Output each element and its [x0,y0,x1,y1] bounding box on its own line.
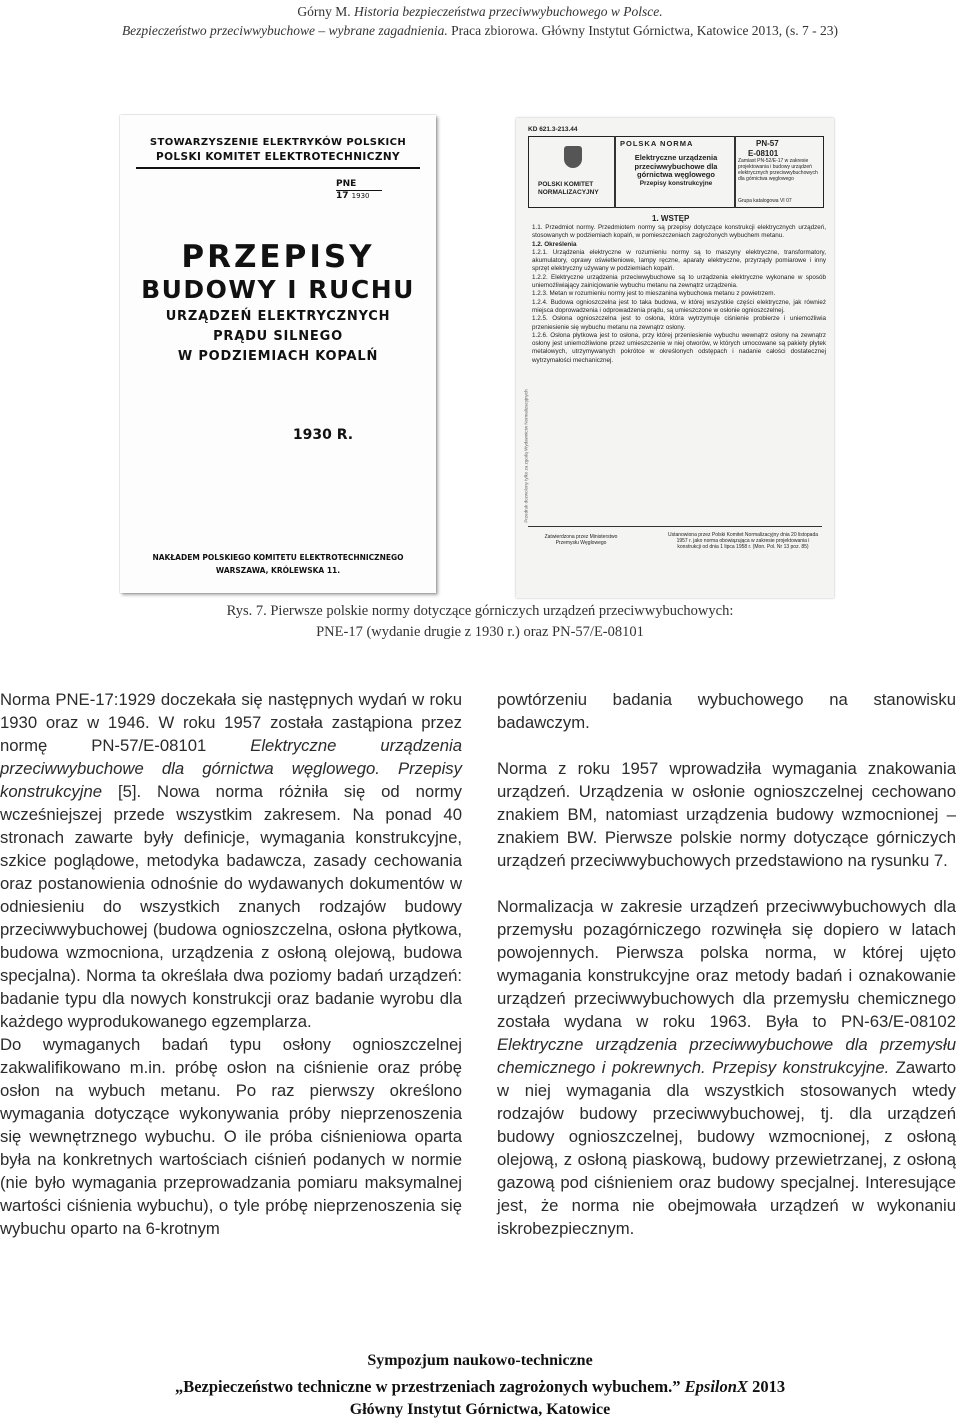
norm-1963-title-italic: Elektryczne urządzenia przeciwwybuchowe dla przemysłu chemicznego i pokrewnych. Przepisy konstrukcyjne. [497,1035,956,1077]
footer-event-title: „Bezpieczeństwo techniczne w przestrzeniach zagrożonych wybuchem.” EpsilonX 2013 [174,1377,786,1396]
eagle-emblem-icon [564,146,582,168]
doc-polska-norma: POLSKA NORMA [620,139,694,148]
header-citation-line1: Górny M. Historia bezpieczeństwa przeciwwybuchowego w Polsce. [297,4,663,19]
page-header [0,2,960,40]
cover-org-line1: STOWARZYSZENIE ELEKTRYKÓW POLSKICH [149,137,407,148]
cover-title-line1: PRZEPISY [181,239,375,275]
cover-rule [136,167,420,169]
doc-section-title: 1. WSTĘP [652,214,690,223]
footer-symposium: Sympozjum naukowo-techniczne [367,1352,593,1369]
doc-norm-code: PN-57 [756,139,779,148]
doc-side-note: Przedruk dozwolony tylko za zgodą Wydawnictw Normalizacyjnych [523,389,529,523]
cover-title-line4: PRĄDU SILNEGO [213,329,343,344]
figure-pn57-page [516,118,834,598]
header-citation-line2: Bezpieczeństwo przeciwwybuchowe – wybrane zagadnienia. Praca zbiorowa. Główny Instytut Górnictwa, Katowice 2013, (s. 7 - 23) [121,23,839,38]
cover-publisher-line1: NAKŁADEM POLSKIEGO KOMITETU ELEKTROTECHNICZNEGO [152,553,404,562]
header-book-title: Historia bezpieczeństwa przeciwwybuchowego w Polsce. [354,4,663,19]
header-volume-title: Bezpieczeństwo przeciwwybuchowe – wybrane zagadnienia. [121,23,448,38]
right-paragraph-1: powtórzeniu badania wybuchowego na stanowisku badawczym. [497,690,956,732]
doc-org-line2: NORMALIZACYJNY [538,189,599,196]
doc-replaces-note: Zamiast PN-52/E-17 w zakresie projektowania i budowy urządzeń elektrycznych przeciwwybuchowych dla górnictwa węglowego [738,158,818,182]
doc-approved-by: Zatwierdzona przez Ministerstwo Przemysłu Węglowego [544,534,618,546]
figure-pne17-cover [120,115,436,593]
cover-publisher-line2: WARSZAWA, KRÓLEWSKA 11. [215,566,341,575]
doc-norm-number: E-08101 [748,149,779,158]
right-paragraph-2: Norma z roku 1957 wprowadziła wymagania znakowania urządzeń. Urządzenia w osłonie ognioszczelnej cechowano znakiem BM, natomiast urządzenia budowy wzmocnionej – znakiem BW. Pierwsze polskie normy dotyczące górniczych urządzeń przeciwwybuchowych przedstawiono na rysunku 7. [497,759,956,870]
right-column [497,688,956,1240]
left-paragraph-1: Norma PNE-17:1929 doczekała się następnych wydań w roku 1930 oraz w 1946. W roku 1957 została zastąpiona przez normę PN-57/E-08101 Elektryczne urządzenia przeciwwybuchowe dla górnictwa węglowego. Przepisy konstrukcyjne [5]. Nowa norma różniła się od normy wcześniejszej przede wszystkim zakresem. Na ponad 40 stronach zawarte były definicje, wymagania konstrukcyjne, szkice poglądowe, metodyka badawcza, zasady cechowania oraz postanowienia odnośnie do wydawanych dokumentów w odniesieniu do wszystkich znanych rodzajów budowy przeciwwybuchowej (budowa ognioszczelna, osłona płytkowa, budowa wzmocniona, urządzenia z osłoną olejową, budowa specjalna). Norma ta określała dwa poziomy badań urządzeń: badanie typu dla nowych konstrukcji oraz badanie wyrobu dla każdego wyprodukowanego egzemplarza. [0,690,462,1031]
left-paragraph-2: Do wymaganych badań typu osłony ognioszczelnej zakwalifikowano m.in. próbę osłon na ciśnienie oraz próbę osłon na wybuch metanu. Po raz pierwszy określono wymagania dotyczące wykonywania próby nieprzenoszenia się wewnętrznego wybuchu. O ile próba ciśnieniowa oparta była na konkretnych wartościach ciśnień podanych w normie (nie było wymagania przeprowadzania pomiaru maksymalnej wartości ciśnienia wybuchu), o tyle próbę nieprzenoszenia się wybuchu oparto na 6-krotnym [0,1035,462,1238]
cover-title-line3: URZĄDZEŃ ELEKTRYCZNYCH [165,309,391,324]
doc-catalog-group: Grupa katalogowa VI 07 [738,198,792,204]
cover-title-line2: BUDOWY I RUCHU [141,275,415,304]
right-paragraph-3: Normalizacja w zakresie urządzeń przeciwwybuchowych dla przemysłu pozagórniczego rozwinęła się dopiero w latach powojennych. Pierwsza polska norma, w której ujęto wymagania konstrukcyjne oraz metody badań i oznakowanie urządzeń przeciwwybuchowych dla przemysłu chemicznego została wydana w roku 1963. Była to PN-63/E-08102 Elektryczne urządzenia przeciwwybuchowe dla przemysłu chemicznego i pokrewnych. Przepisy konstrukcyjne. Zawarto w niej wymagania dla wszystkich stosowanych wtedy rodzajów budowy przeciwwybuchowej, tj. dla urządzeń budowy ognioszczelnej, budowy wzmocnionej, z osłoną olejową, z osłoną piaskową, budowy przewietrzanej, z osłoną gazową pod ciśnieniem oraz budowy specjalnej. Interesujące jest, że norma nie obejmowała urządzeń w wykonaniu iskrobezpiecznym. [497,897,957,1238]
figure-caption: Rys. 7. Pierwsze polskie normy dotyczące górniczych urządzeń przeciwwybuchowych: PNE-17 (wydanie drugie z 1930 r.) oraz PN-57/E-08101 [226,603,734,640]
doc-established-by: Ustanowiona przez Polski Komitet Normalizacyjny dnia 20 listopada 1957 r. jako norma obowiązująca w zakresie projektowania i konstrukcji od dnia 1 lipca 1958 r. (Mon. Pol. Nr 13 poz. 85) [667,532,819,550]
norm-title-italic: Elektryczne urządzenia przeciwwybuchowe dla górnictwa węglowego. Przepisy konstrukcyjne [0,736,462,801]
cover-year: 1930 R. [292,427,354,443]
footer-institute: Główny Instytut Górnictwa, Katowice [349,1401,611,1418]
doc-title: Elektryczne urządzenia przeciwwybuchowe dla górnictwa węglowego Przepisy konstrukcyjne [634,153,718,187]
cover-title-line5: W PODZIEMIACH KOPALŃ [177,349,379,364]
left-column [0,688,462,1240]
doc-body: 1.1. Przedmiot normy. Przedmiotem normy są przepisy dotyczące konstrukcji elektrycznych urządzeń, stosowanych w podziemiach kopalń, w pomieszczeniach zagrożonych wybuchem metanu. 1.2. Określenia 1.2.1. Urządzenia elektryczne w rozumieniu normy są to maszyny elektryczne, transformatory, akumulatory, oprawy oświetleniowe, lampy ręczne, aparaty elektryczne, przyrządy pomiarowe i inny sprzęt elektryczny używany w podziemiach kopalń. 1.2.2. Elektryczne urządzenia przeciwwybuchowe są to urządzenia elektryczne wykonane w sposób uniemożliwiający zainicjowanie wybuchu metanu na zewnątrz urządzenia. 1.2.3. Metan w rozumieniu normy jest to mieszanina wybuchowa metanu z powietrzem. 1.2.4. Budowa ognioszczelna jest to taka budowa, w której wszystkie części elektryczne, jak również miejsca doprowadzenia i odprowadzenia prądu, są umieszczone w osłonie ognioszczelnej. 1.2.5. Osłona ognioszczelna jest to osłona, która wytrzymuje ciśnienie probierze i uniemożliwia przeniesienie się wybuchu metanu na zewnątrz osłony. 1.2.6. Osłona płytkowa jest to osłona, przy której przeniesienie wybuchu wewnątrz osłony na zewnątrz osłony jest uniemożliwione przez umieszczenie w niej otworów, w których umocowane są pakiety płytek metalowych, utrzymywanych pokrótce w określonych odstępach i nadanie całości dostatecznej wytrzymałości mechanicznej. [532,224,826,364]
cover-org-line2: POLSKI KOMITET ELEKTROTECHNICZNY [155,151,401,163]
doc-kd-number: KD 621.3-213.44 [528,126,578,133]
doc-org-line1: POLSKI KOMITET [538,181,594,188]
cover-pne-badge: PNE 17 1930 [336,179,382,201]
